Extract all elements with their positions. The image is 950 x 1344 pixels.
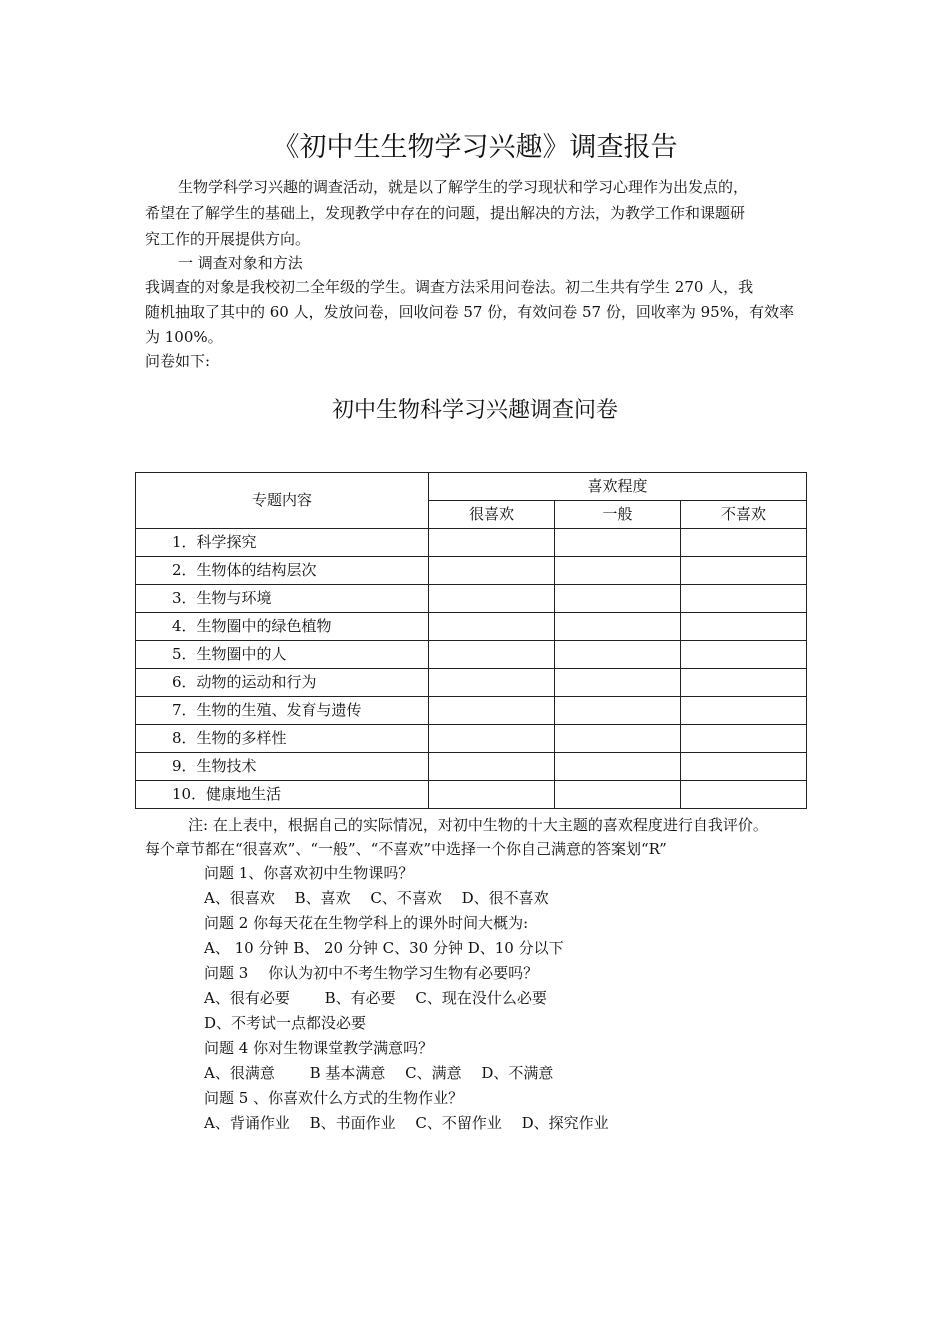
rating-cell — [681, 585, 807, 613]
degree-header: 喜欢程度 — [429, 473, 807, 501]
rating-cell — [429, 613, 555, 641]
rating-cell — [681, 529, 807, 557]
intro-line-2: 希望在了解学生的基础上，发现教学中存在的问题，提出解决的方法，为教学工作和课题研 — [145, 204, 746, 222]
note-line-1: 注: 在上表中，根据自己的实际情况，对初中生物的十大主题的喜欢程度进行自我评价。 — [188, 816, 768, 834]
row-topic: 2．生物体的结构层次 — [136, 557, 429, 585]
report-title: 《初中生生物学习兴趣》调查报告 — [272, 132, 678, 163]
questionnaire-title: 初中生物科学习兴趣调查问卷 — [331, 398, 618, 423]
row-topic: 5．生物圈中的人 — [136, 641, 429, 669]
column-header-like-very: 很喜欢 — [429, 501, 555, 529]
row-topic: 3．生物与环境 — [136, 585, 429, 613]
table-row — [136, 781, 807, 809]
section1-heading: 一 调查对象和方法 — [178, 254, 303, 272]
row-topic: 6．动物的运动和行为 — [136, 669, 429, 697]
rating-cell — [555, 585, 681, 613]
rating-cell — [429, 529, 555, 557]
column-header-neutral: 一般 — [555, 501, 681, 529]
rating-cell — [681, 725, 807, 753]
questionnaire-intro: 问卷如下: — [145, 352, 211, 370]
rating-cell — [555, 529, 681, 557]
rating-cell — [681, 781, 807, 809]
table-row — [136, 641, 807, 669]
rating-cell — [555, 557, 681, 585]
rating-cell — [681, 557, 807, 585]
question-2-options: A、 10 分钟 B、 20 分钟 C、30 分钟 D、10 分以下 — [204, 939, 564, 957]
topic-header: 专题内容 — [136, 473, 429, 529]
method-line-1: 我调查的对象是我校初二全年级的学生。调查方法采用问卷法。初二生共有学生 270 人，我 — [145, 278, 754, 296]
intro-line-3: 究工作的开展提供方向。 — [145, 230, 311, 248]
table-row — [136, 697, 807, 725]
rating-cell — [555, 613, 681, 641]
table-row — [136, 725, 807, 753]
column-header-dislike: 不喜欢 — [681, 501, 807, 529]
question-3-option-d: D、不考试一点都没必要 — [204, 1014, 367, 1032]
question-4: 问题 4 你对生物课堂教学满意吗？ — [204, 1039, 434, 1057]
table-row — [136, 529, 807, 557]
rating-cell — [681, 641, 807, 669]
intro-line-1: 生物学科学习兴趣的调查活动，就是以了解学生的学习现状和学习心理作为出发点的， — [178, 178, 749, 196]
question-1-options: A、很喜欢 B、喜欢 C、不喜欢 D、很不喜欢 — [204, 889, 549, 907]
rating-cell — [429, 669, 555, 697]
rating-cell — [681, 613, 807, 641]
rating-cell — [429, 697, 555, 725]
rating-cell — [681, 669, 807, 697]
rating-cell — [429, 557, 555, 585]
question-3: 问题 3 你认为初中不考生物学习生物有必要吗？ — [204, 964, 539, 982]
row-topic: 9．生物技术 — [136, 753, 429, 781]
question-4-options: A、很满意 B 基本满意 C、满意 D、不满意 — [204, 1064, 554, 1082]
question-5-options: A、背诵作业 B、书面作业 C、不留作业 D、探究作业 — [204, 1114, 609, 1132]
rating-cell — [555, 669, 681, 697]
table-row — [136, 753, 807, 781]
method-line-3: 为 100%。 — [145, 328, 223, 346]
table-row — [136, 557, 807, 585]
rating-cell — [429, 753, 555, 781]
rating-cell — [555, 641, 681, 669]
rating-cell — [555, 781, 681, 809]
row-topic: 10．健康地生活 — [136, 781, 429, 809]
question-5: 问题 5 、你喜欢什么方式的生物作业？ — [204, 1089, 464, 1107]
question-1: 问题 1、你喜欢初中生物课吗？ — [204, 864, 414, 882]
rating-cell — [429, 725, 555, 753]
rating-cell — [681, 697, 807, 725]
rating-cell — [681, 753, 807, 781]
row-topic: 1．科学探究 — [136, 529, 429, 557]
rating-cell — [555, 753, 681, 781]
row-topic: 4．生物圈中的绿色植物 — [136, 613, 429, 641]
question-3-options: A、很有必要 B、有必要 C、现在没什么必要 — [204, 989, 547, 1007]
table-row — [136, 669, 807, 697]
rating-cell — [429, 641, 555, 669]
row-topic: 8．生物的多样性 — [136, 725, 429, 753]
rating-cell — [555, 725, 681, 753]
question-2: 问题 2 你每天花在生物学科上的课外时间大概为: — [204, 914, 529, 932]
rating-cell — [429, 781, 555, 809]
survey-table — [135, 472, 807, 809]
note-line-2: 每个章节都在“很喜欢”、“一般”、“不喜欢”中选择一个你自己满意的答案划“R” — [145, 840, 667, 858]
table-row — [136, 613, 807, 641]
method-line-2: 随机抽取了其中的 60 人，发放问卷，回收问卷 57 份，有效问卷 57 份，回收率为 95%，有效率 — [145, 303, 794, 321]
rating-cell — [555, 697, 681, 725]
row-topic: 7．生物的生殖、发育与遗传 — [136, 697, 429, 725]
rating-cell — [429, 585, 555, 613]
table-row — [136, 585, 807, 613]
